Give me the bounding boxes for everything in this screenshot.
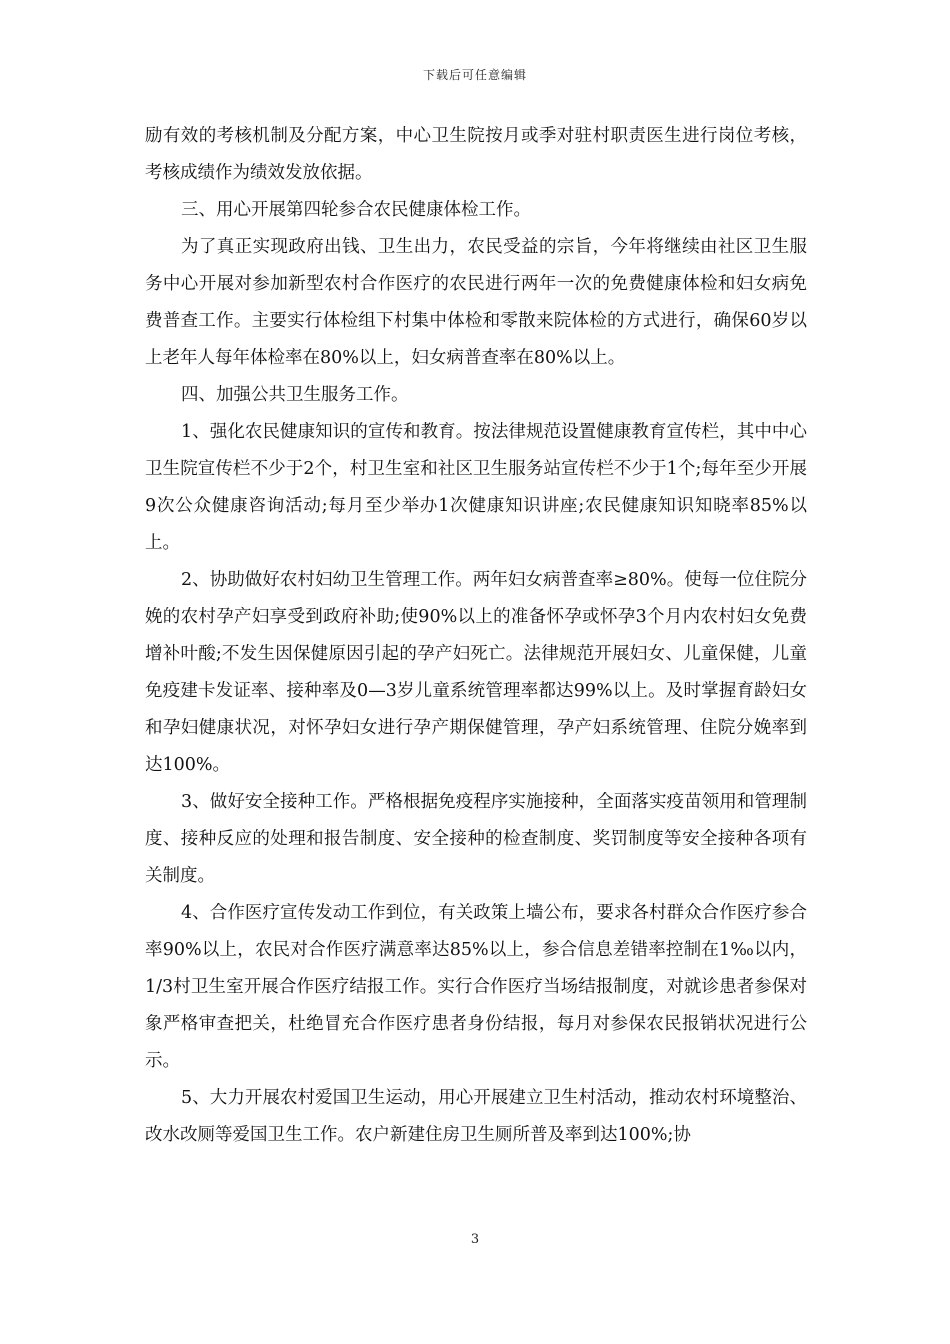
- paragraph-health-checkup: 为了真正实现政府出钱、卫生出力，农民受益的宗旨，今年将继续由社区卫生服务中心开展对参加新型农村合作医疗的农民进行两年一次的免费健康体检和妇女病免费普查工作。主要实行体检组下村集中体检和零散来院体检的方式进行，确保60岁以上老年人每年体检率在80%以上，妇女病普查率在80%以上。: [145, 237, 807, 368]
- page-number: 3: [470, 1232, 480, 1247]
- paragraph-item-3: 3、做好安全接种工作。严格根据免疫程序实施接种，全面落实疫苗领用和管理制度、接种反应的处理和报告制度、安全接种的检查制度、奖罚制度等安全接种各项有关制度。: [145, 792, 807, 886]
- document-body: [145, 118, 807, 1154]
- paragraph-item-2: 2、协助做好农村妇幼卫生管理工作。两年妇女病普查率≥80%。使每一位住院分娩的农村孕产妇享受到政府补助;使90%以上的准备怀孕或怀孕3个月内农村妇女免费增补叶酸;不发生因保健原因引起的孕产妇死亡。法律规范开展妇女、儿童保健，儿童免疫建卡发证率、接种率及0—3岁儿童系统管理率都达99%以上。及时掌握育龄妇女和孕妇健康状况，对怀孕妇女进行孕产期保健管理，孕产妇系统管理、住院分娩率到达100%。: [145, 570, 807, 775]
- page-header: 下载后可任意编辑: [422, 68, 527, 82]
- paragraph-item-5: 5、大力开展农村爱国卫生运动，用心开展建立卫生村活动，推动农村环境整治、改水改厕等爱国卫生工作。农户新建住房卫生厕所普及率到达100%;协: [145, 1088, 807, 1145]
- paragraph-item-4: 4、合作医疗宣传发动工作到位，有关政策上墙公布，要求各村群众合作医疗参合率90%以上，农民对合作医疗满意率达85%以上，参合信息差错率控制在1‰以内，1/3村卫生室开展合作医疗结报工作。实行合作医疗当场结报制度，对就诊患者参保对象严格审查把关，杜绝冒充合作医疗患者身份结报，每月对参保农民报销状况进行公示。: [145, 903, 807, 1071]
- paragraph-item-1: 1、强化农民健康知识的宣传和教育。按法律规范设置健康教育宣传栏，其中中心卫生院宣传栏不少于2个，村卫生室和社区卫生服务站宣传栏不少于1个;每年至少开展9次公众健康咨询活动;每月至少举办1次健康知识讲座;农民健康知识知晓率85%以上。: [145, 422, 807, 553]
- paragraph-continued: 励有效的考核机制及分配方案，中心卫生院按月或季对驻村职责医生进行岗位考核，考核成绩作为绩效发放依据。: [145, 126, 807, 183]
- section-heading-4: 四、加强公共卫生服务工作。: [181, 385, 409, 405]
- section-heading-3: 三、用心开展第四轮参合农民健康体检工作。: [181, 200, 531, 220]
